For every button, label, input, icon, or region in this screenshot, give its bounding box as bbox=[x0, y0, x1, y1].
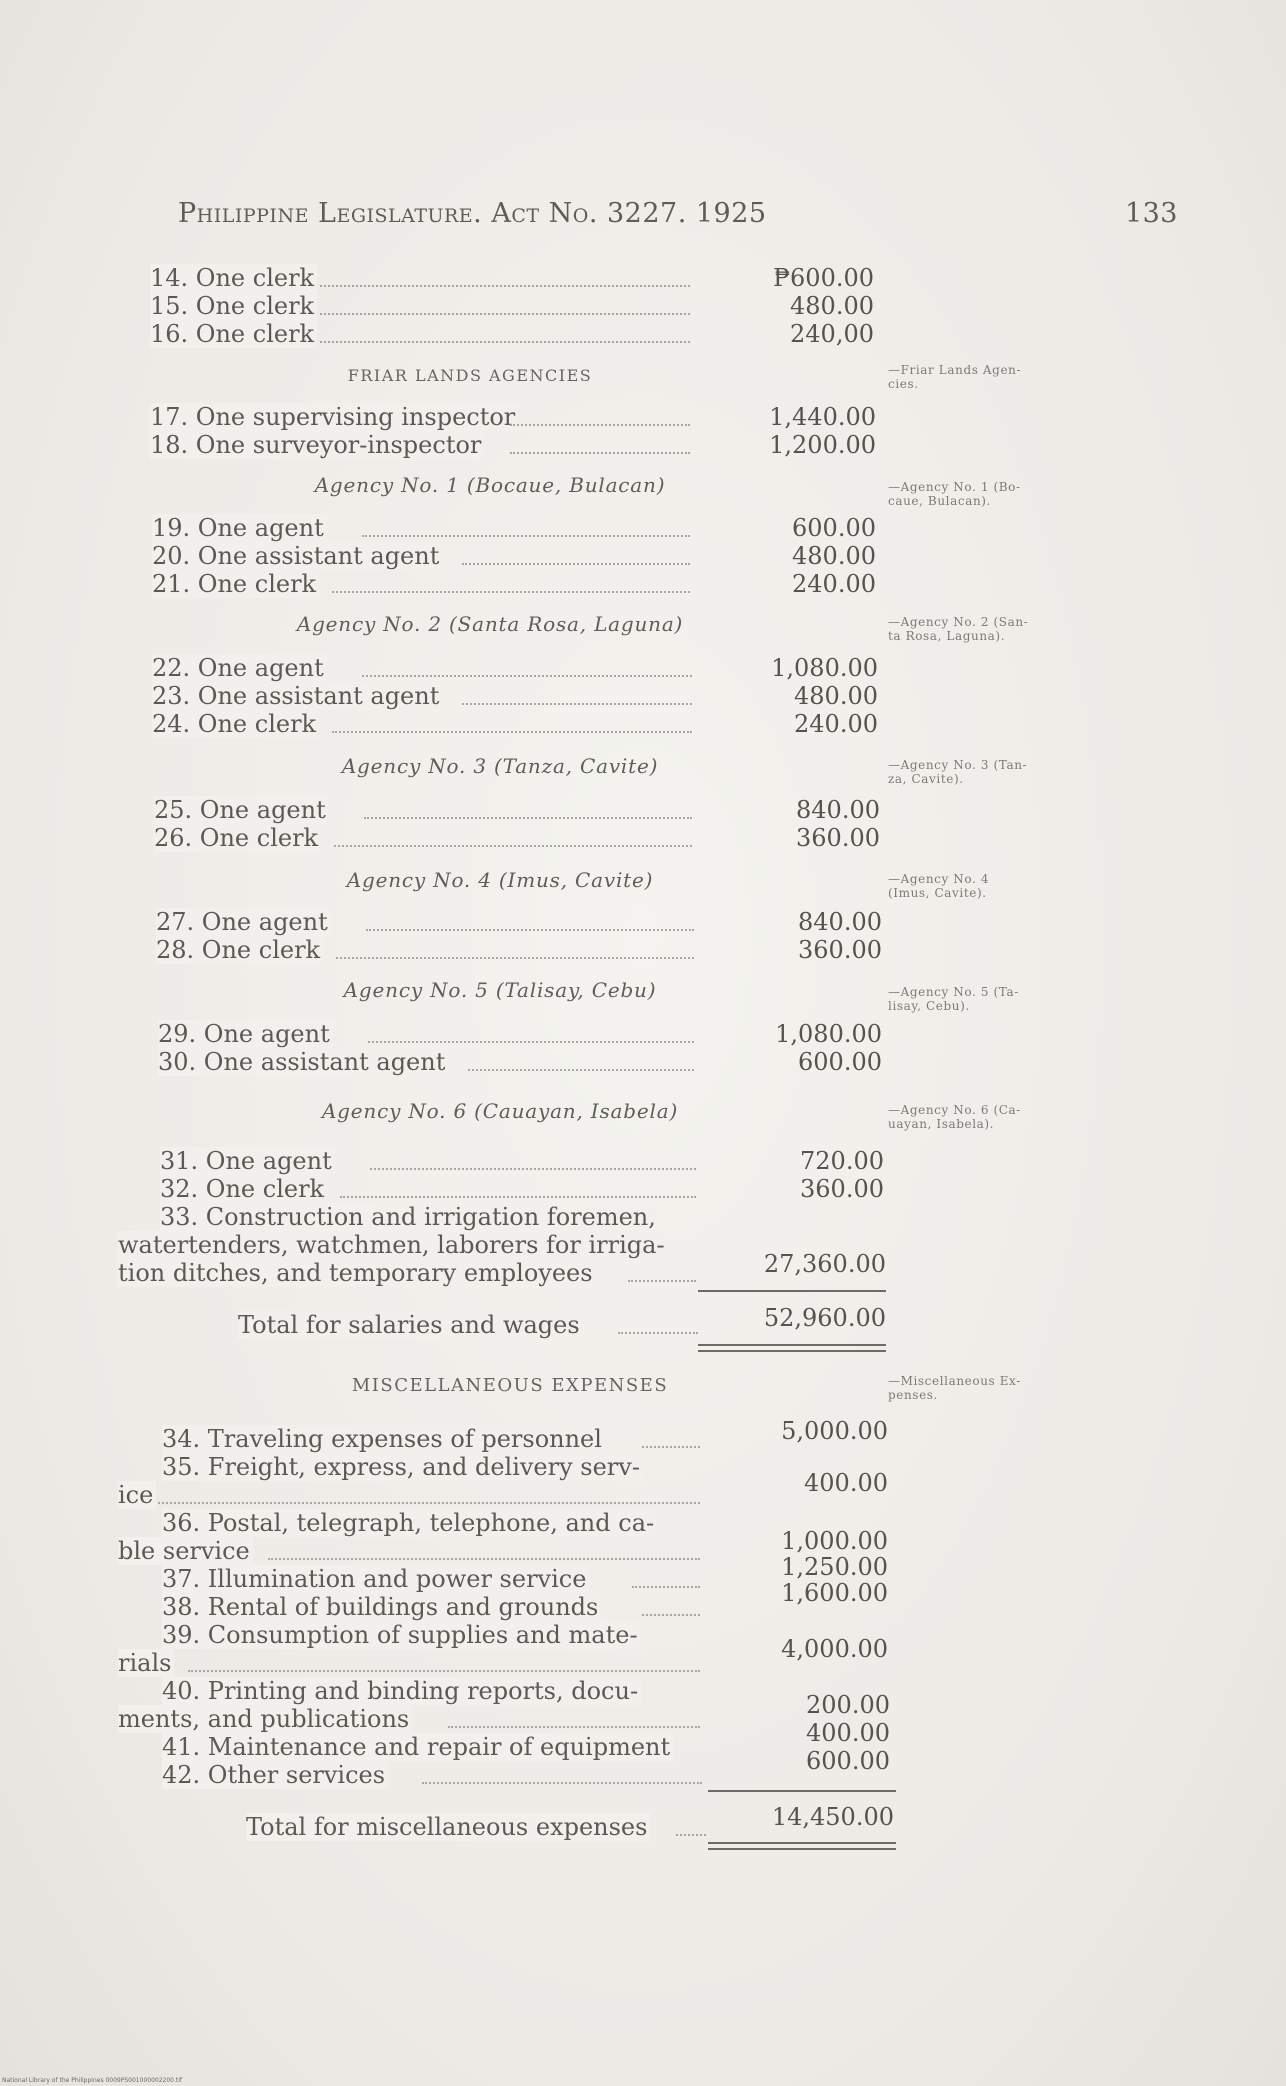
list-item: 19. One agent bbox=[152, 513, 690, 543]
list-item: ments, and publications bbox=[118, 1704, 700, 1734]
section-heading: Agency No. 5 (Talisay, Cebu) bbox=[343, 978, 657, 1002]
total-row: Total for salaries and wages bbox=[238, 1310, 698, 1340]
list-item: 40. Printing and binding reports, docu- bbox=[162, 1676, 700, 1706]
list-item: tion ditches, and temporary employees bbox=[118, 1258, 696, 1288]
double-rule bbox=[698, 1344, 886, 1346]
amount: 480.00 bbox=[792, 542, 876, 570]
amount: 1,600.00 bbox=[781, 1579, 888, 1607]
amount: 600.00 bbox=[798, 1048, 882, 1076]
list-item: 31. One agent bbox=[160, 1146, 696, 1176]
sum-rule bbox=[708, 1790, 896, 1792]
amount: 480.00 bbox=[794, 682, 878, 710]
amount: 1,440.00 bbox=[769, 403, 876, 431]
margin-note: —Friar Lands Agen- cies. bbox=[888, 363, 1022, 391]
total-row: Total for miscellaneous expenses bbox=[246, 1812, 706, 1842]
section-heading: Agency No. 4 (Imus, Cavite) bbox=[346, 868, 654, 892]
total-amount: 14,450.00 bbox=[771, 1803, 894, 1831]
amount: 840.00 bbox=[798, 908, 882, 936]
list-item: watertenders, watchmen, laborers for irriga- bbox=[118, 1230, 696, 1260]
list-item: 22. One agent bbox=[152, 653, 692, 683]
list-item: 39. Consumption of supplies and mate- bbox=[162, 1620, 700, 1650]
amount: 480.00 bbox=[790, 292, 874, 320]
list-item: 36. Postal, telegraph, telephone, and ca- bbox=[162, 1508, 700, 1538]
section-heading: Agency No. 3 (Tanza, Cavite) bbox=[341, 754, 659, 778]
list-item: 33. Construction and irrigation foremen, bbox=[160, 1202, 696, 1232]
section-heading: Agency No. 6 (Cauayan, Isabela) bbox=[321, 1099, 679, 1123]
amount: 240,00 bbox=[790, 320, 874, 348]
list-item: 27. One agent bbox=[156, 907, 694, 937]
list-item: 29. One agent bbox=[158, 1019, 694, 1049]
amount: 240.00 bbox=[792, 570, 876, 598]
total-amount: 52,960.00 bbox=[763, 1304, 886, 1332]
margin-note: —Agency No. 6 (Ca- uayan, Isabela). bbox=[888, 1103, 1021, 1131]
list-item: 37. Illumination and power service bbox=[162, 1564, 700, 1594]
amount: 240.00 bbox=[794, 710, 878, 738]
list-item: 17. One supervising inspector bbox=[150, 402, 690, 432]
list-item: 38. Rental of buildings and grounds bbox=[162, 1592, 700, 1622]
list-item: 18. One surveyor-inspector bbox=[150, 430, 690, 460]
amount: 200.00 bbox=[806, 1691, 890, 1719]
list-item: 15. One clerk bbox=[150, 291, 690, 321]
scan-footer: National Library of the Philippines 0009PS001000002200.tif bbox=[2, 2077, 183, 2084]
amount: 1,200.00 bbox=[769, 431, 876, 459]
amount: 1,080.00 bbox=[775, 1020, 882, 1048]
list-item: 26. One clerk bbox=[154, 823, 692, 853]
amount: 720.00 bbox=[800, 1147, 884, 1175]
margin-note: —Agency No. 4 (Imus, Cavite). bbox=[888, 872, 990, 900]
amount: 360.00 bbox=[800, 1175, 884, 1203]
double-rule bbox=[708, 1842, 896, 1844]
amount: 360.00 bbox=[798, 936, 882, 964]
amount: 27,360.00 bbox=[763, 1250, 886, 1278]
list-item: 34. Traveling expenses of personnel bbox=[162, 1424, 700, 1454]
section-heading: FRIAR LANDS AGENCIES bbox=[347, 366, 593, 385]
amount: 4,000.00 bbox=[781, 1635, 888, 1663]
double-rule bbox=[708, 1848, 896, 1850]
amount: 400.00 bbox=[806, 1719, 890, 1747]
running-title: Philippine Legislature. Act No. 3227. 1925 bbox=[178, 198, 767, 229]
list-item: 30. One assistant agent bbox=[158, 1047, 694, 1077]
list-item: ble service bbox=[118, 1536, 700, 1566]
list-item: 28. One clerk bbox=[156, 935, 694, 965]
amount: 5,000.00 bbox=[781, 1417, 888, 1445]
list-item: 42. Other services bbox=[162, 1760, 702, 1790]
double-rule bbox=[698, 1350, 886, 1352]
margin-note: —Agency No. 1 (Bo- caue, Bulacan). bbox=[888, 480, 1021, 508]
list-item: 23. One assistant agent bbox=[152, 681, 692, 711]
amount: 600.00 bbox=[792, 514, 876, 542]
amount: 400.00 bbox=[804, 1469, 888, 1497]
section-heading: Agency No. 1 (Bocaue, Bulacan) bbox=[314, 473, 666, 497]
list-item: 20. One assistant agent bbox=[152, 541, 690, 571]
list-item: 35. Freight, express, and delivery serv- bbox=[162, 1452, 700, 1482]
list-item: 41. Maintenance and repair of equipment bbox=[162, 1732, 702, 1762]
amount: 360.00 bbox=[796, 824, 880, 852]
list-item: 25. One agent bbox=[154, 795, 692, 825]
amount: 600.00 bbox=[806, 1747, 890, 1775]
amount: 840.00 bbox=[796, 796, 880, 824]
list-item: ice bbox=[118, 1480, 700, 1510]
section-heading: MISCELLANEOUS EXPENSES bbox=[351, 1375, 669, 1396]
list-item: 16. One clerk bbox=[150, 319, 690, 349]
amount: 1,250.00 bbox=[781, 1553, 888, 1581]
amount: 1,000.00 bbox=[781, 1527, 888, 1555]
margin-note: —Agency No. 3 (Tan- za, Cavite). bbox=[888, 758, 1028, 786]
margin-note: —Agency No. 5 (Ta- lisay, Cebu). bbox=[888, 985, 1019, 1013]
list-item: 21. One clerk bbox=[152, 569, 690, 599]
amount: ₱600.00 bbox=[773, 264, 874, 292]
section-heading: Agency No. 2 (Santa Rosa, Laguna) bbox=[296, 612, 684, 636]
margin-note: —Miscellaneous Ex- penses. bbox=[888, 1374, 1021, 1402]
margin-note: —Agency No. 2 (San- ta Rosa, Laguna). bbox=[888, 615, 1029, 643]
amount: 1,080.00 bbox=[771, 654, 878, 682]
sum-rule bbox=[698, 1290, 886, 1292]
list-item: 24. One clerk bbox=[152, 709, 692, 739]
page-header bbox=[178, 198, 1178, 238]
page-number: 133 bbox=[1124, 198, 1178, 229]
list-item: 14. One clerk bbox=[150, 263, 690, 293]
list-item: 32. One clerk bbox=[160, 1174, 696, 1204]
list-item: rials bbox=[118, 1648, 700, 1678]
